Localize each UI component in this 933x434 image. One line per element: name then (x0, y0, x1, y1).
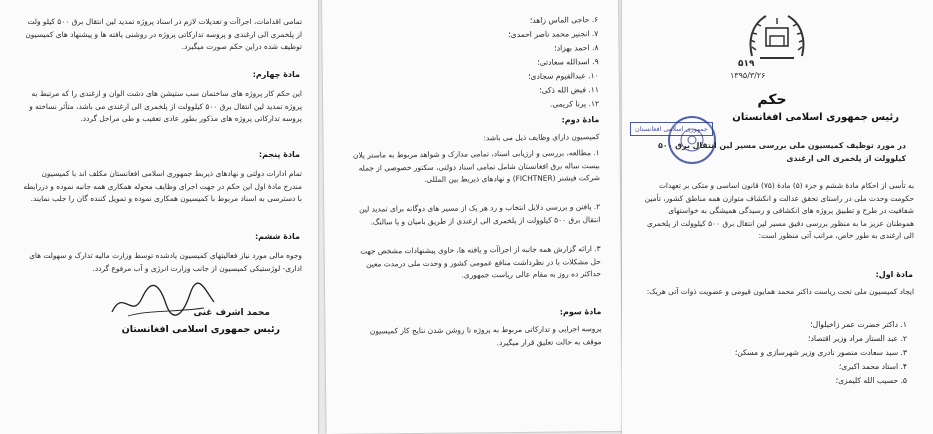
article-three-heading: مادۀ سوم: (559, 307, 602, 317)
article-five-text: تمام ادارات دولتی و نهادهای ذیربط جمهوری اسلامی افغانستان مکلف اند با کمیسیون مندرج مادۀ اول این حکم در جهت اجرای وظایف محوله همکاری همه جانبه نموده و دررابطه با دسترسی به اسناد مربوط با کمیسیون همکاری نموده و تمویل کننده گان را جلب نمایند. (23, 169, 302, 204)
duty-three: ۳. ارائه گزارش همه جانبه از اجراآت و یافته ها، حاوی پیشنهادات مشخص جهت حل مشکلات با در نظرداشت منافع عمومی کشور و وحدت ملی درمدت معین حداکثر ده روز به مقام عالی ریاست جمهوری. (360, 244, 601, 280)
list-item: ۸. احمد بهزاد؛ (554, 43, 599, 53)
list-item: ۲. عبد الستار مراد وزیر اقتصاد؛ (808, 334, 907, 343)
list-item: ۱۲. پرنا کریمی. (549, 99, 600, 109)
document-page-last (0, 0, 318, 434)
commission-members (687, 318, 907, 388)
list-item: ۷. انجنیر محمد ناصر احمدی؛ (508, 29, 599, 40)
list-item: ۱۱. فیض الله ذکی؛ (539, 85, 600, 95)
article-two-intro: کمیسیون دارای وظایف ذیل می باشد: (483, 132, 600, 143)
document-page-first (622, 0, 933, 434)
document-date: ۱۳۹۵/۳/۲۶ (730, 71, 766, 80)
issuer-title: رئیس جمهوری اسلامی افغانستان (732, 112, 899, 123)
article-five-heading: مادۀ پنجم: (258, 150, 300, 159)
commission-members-continued (418, 13, 599, 113)
article-one-heading: مادۀ اول: (875, 270, 913, 279)
list-item: ۵. حسیب الله کلیمزی؛ (835, 376, 907, 385)
article-six-heading: مادۀ ششم: (254, 232, 300, 241)
signatory-title: رئیس جمهوری اسلامی افغانستان (121, 324, 280, 335)
article-four-heading: مادۀ چهارم: (252, 70, 300, 79)
duty-two: ۲. یافتن و بررسی دلایل انتخاب و رد هر یک از مسیر های دوگانه برای تمدید لین انتقال برق ۵۰۰ کیلوولت از پلخمری الی ارغندی از طریق بامیان و یا سالنگ. (359, 202, 601, 227)
article-one-text: ایجاد کمیسیون ملی تحت ریاست داکتر محمد همایون قیومی و عضویت ذوات آتی هریک: (646, 287, 914, 296)
article-two-heading: مادۀ دوم: (561, 115, 600, 125)
article-six-text: وجوه مالی مورد نیاز فعالیتهای کمیسیون یادشده توسط وزارت مالیه تدارک و سهولت های اداری- لوژستیکی کمیسیون از جانب وزارت انرژی و آب مرفوع گردد. (29, 251, 302, 273)
duty-one: ۱. مطالعه، بررسی و ارزیابی اسناد، تمامی مدارک و شواهد مربوط به ماستر پلان بیست ساله برق افغانستان شامل تمامی اسناد دولتی، سکتور خصوصی از جمله شرکت فیشنر (FICHTNER) و نهادهای ذیربط بین المللی. (352, 148, 600, 185)
list-item: ۶. حاجی الماس زاهد؛ (529, 15, 599, 25)
list-item: ۴. استاد محمد اکبری؛ (838, 362, 907, 371)
national-emblem-icon (746, 10, 808, 64)
list-item: ۱. داکتر حضرت عمر زاخیلوال؛ (810, 320, 907, 329)
intro-paragraph: تمامی اقدامات، اجراآت و تعدیلات لازم در اسناد پروژه تمدید لین انتقال برق ۵۰۰ کیلو ولت از پلخمری الی ارغندی و پروسه تدارکاتی پروژه در روشنی یافته ها و پیشنهاد های کمیسیون توظیف شده دراین حکم صورت میگیرد. (25, 17, 302, 52)
list-item: ۹. اسدالله سعادتی؛ (537, 57, 599, 67)
article-three-text: پروسه اجرایی و تدارکاتی مربوط به پروژه تا روشن شدن نتایج کار کمیسیون موقف به حالت تعلیق قرار میگیرد. (369, 324, 602, 347)
document-page-middle (322, 0, 623, 434)
decree-preamble: به تأسی از احکام مادۀ ششم و جزء (۵) مادۀ (۷۵) قانون اساسی و متکی بر تعهدات حکومت وحدت ملی در راستای تحقق عدالت و انکشاف متوازن همه مناطق کشور، تأمین شفافیت در طرح و تطبیق پروژه های انکشافی و رسیدگی همیشگی به خواستهای هموطنان عزیز ما به منظور بررسی دقیق مسیر لین انتقال برق ۵۰۰ کیلوولت از پلخمری الی ارغندی به طور خاص، مراتب آتی منظور است: (644, 181, 914, 241)
decree-subject: در مورد توظیف کمیسیون ملی بررسی مسیر لین انتقال برق ۵۰۰ کیلوولت از پلخمری الی ارغندی (658, 141, 906, 163)
article-four-text: این حکم کار پروژه های ساختمان سب ستیشن های دشت الوان و ارغندی را که مرتبط به پروژه تمدید لین انتقال برق ۵۰۰ کیلوولت از پلخمری الی ارغندی می باشد، متأثر نساخته و پروسه تدارکاتی پروژه های مذکور بطور عادی تعقیب و طی مراحل گردد. (29, 89, 302, 124)
signatory-name: محمد اشرف غنی (193, 308, 270, 318)
document-number: ۵۱۹ (738, 59, 755, 69)
list-item: ۱۰. عبدالقیوم سجادی؛ (528, 71, 599, 81)
list-item: ۳. سید سعادت منصور نادری وزیر شهرسازی و مسکن؛ (734, 348, 907, 357)
registration-stamp: جمهوری اسلامی افغانستان (630, 122, 713, 136)
document-title: حکم (757, 92, 787, 108)
